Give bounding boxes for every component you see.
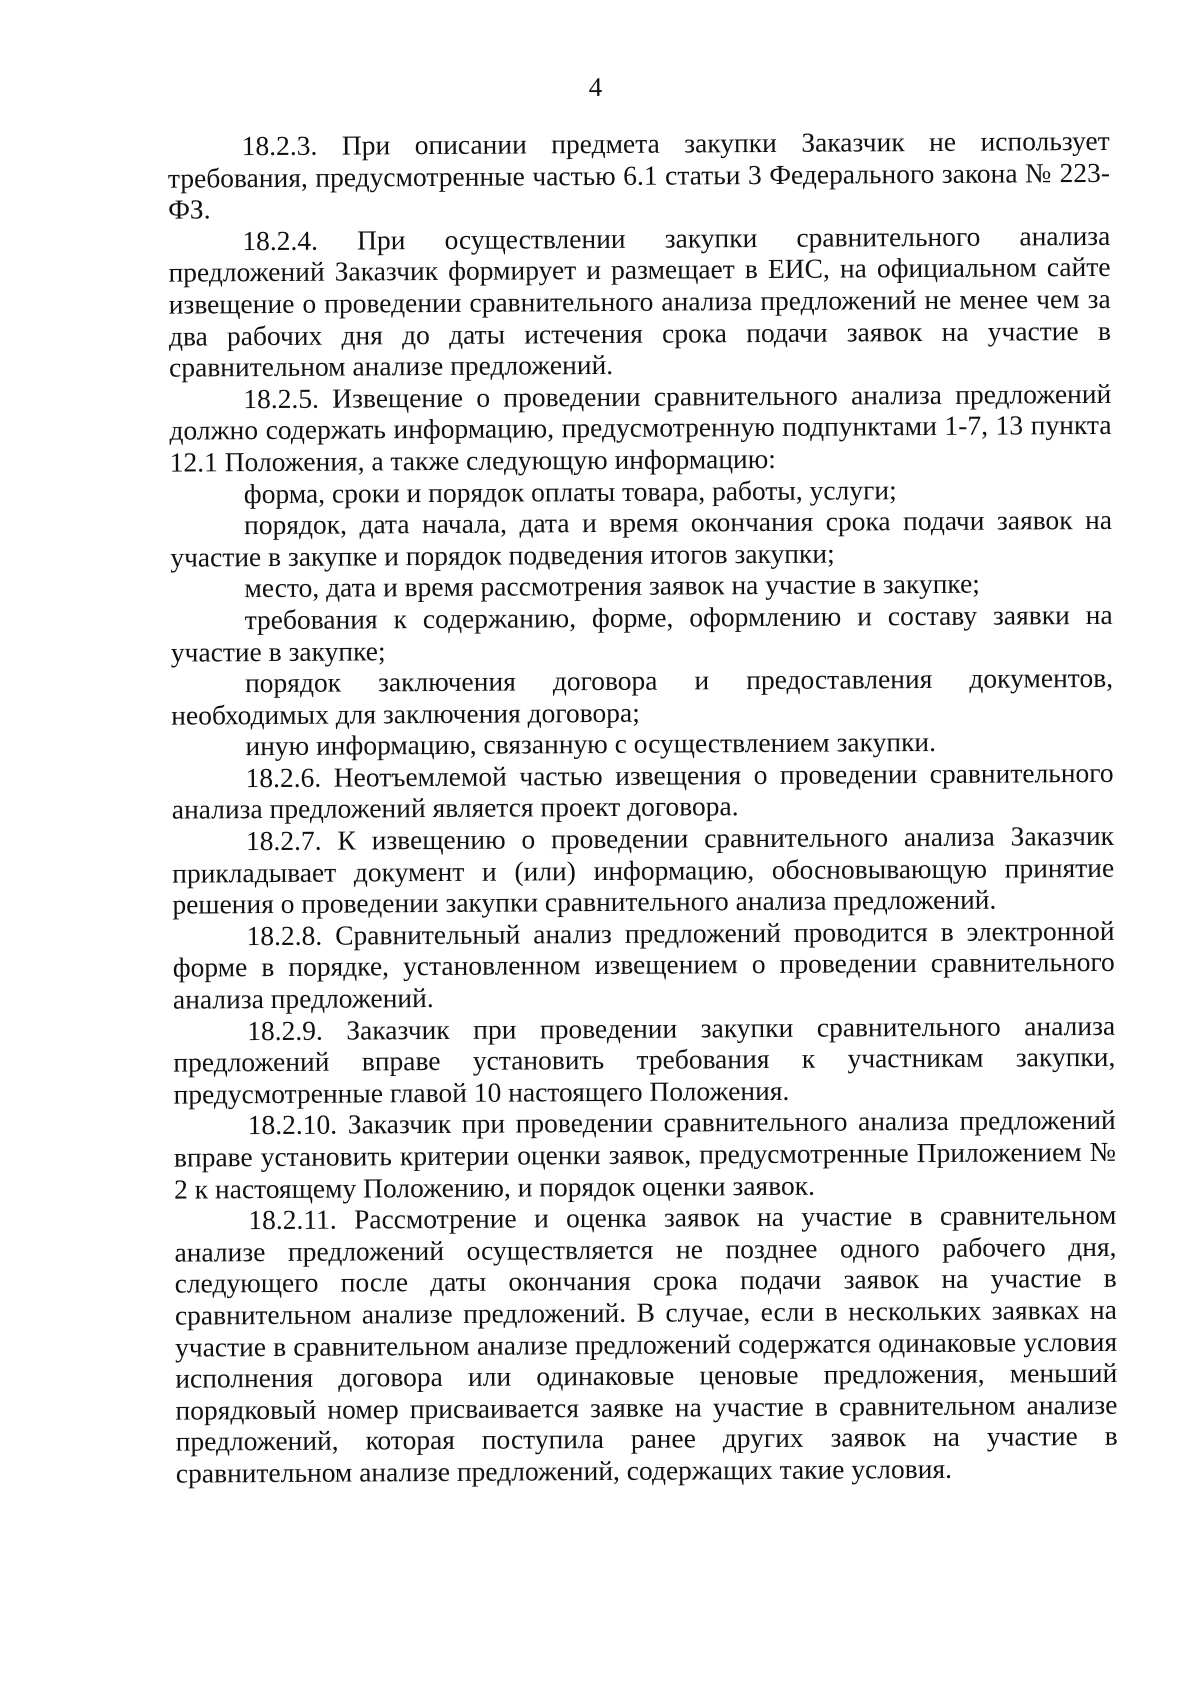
list-item-other-information: иную информацию, связанную с осуществлением закупки.	[245, 726, 937, 762]
paragraph-18-2-4: 18.2.4. При осуществлении закупки сравнительного анализа предложений Заказчик формирует и размещает в ЕИС, на официальном сайте извещение о проведении сравнительного анализа предложений не менее чем за два рабочих дня до даты истечения срока подачи заявок на участие в сравнительном анализе предложений.	[168, 219, 1111, 383]
list-item-contract-procedure: порядок заключения договора и предоставления документов, необходимых для заключения договора;	[171, 661, 1114, 731]
list-item-application-procedure: порядок, дата начала, дата и время окончания срока подачи заявок на участие в закупке и порядок подведения итогов закупки;	[170, 503, 1113, 573]
list-item-review-place-date: место, дата и время рассмотрения заявок на участие в закупке;	[244, 567, 980, 604]
paragraph-18-2-8: 18.2.8. Сравнительный анализ предложений проводится в электронной форме в порядке, установленном извещением о проведении сравнительного анализа предложений.	[172, 914, 1115, 1015]
paragraph-18-2-7: 18.2.7. К извещению о проведении сравнительного анализа Заказчик прикладывает документ и (или) информацию, обосновывающую принятие решения о проведении закупки сравнительного анализа предложений.	[172, 819, 1115, 920]
paragraph-18-2-10: 18.2.10. Заказчик при проведении сравнительного анализа предложений вправе установить критерии оценки заявок, предусмотренные Приложением № 2 к настоящему Положению, и порядок оценки заявок.	[173, 1104, 1117, 1205]
paragraph-18-2-5: 18.2.5. Извещение о проведении сравнительного анализа предложений должно содержать информацию, предусмотренную подпунктами 1-7, 13 пункта 12.1 Положения, а также следующую информацию:	[169, 377, 1112, 478]
paragraph-18-2-9: 18.2.9. Заказчик при проведении закупки сравнительного анализа предложений вправе установить требования к участникам закупки, предусмотренные главой 10 настоящего Положения.	[173, 1009, 1116, 1110]
paragraph-18-2-6: 18.2.6. Неотъемлемой частью извещения о проведении сравнительного анализа предложений является проект договора.	[171, 756, 1114, 826]
list-item-application-requirements: требования к содержанию, форме, оформлению и составу заявки на участие в закупке;	[170, 598, 1113, 668]
list-item-payment: форма, сроки и порядок оплаты товара, работы, услуги;	[243, 473, 897, 509]
document-body	[168, 125, 1118, 1489]
paragraph-18-2-11: 18.2.11. Рассмотрение и оценка заявок на участие в сравнительном анализе предложений осуществляется не позднее одного рабочего дня, следующего после даты окончания срока подачи заявок на участие в сравнительном анализе предложений. В случае, если в нескольких заявках на участие в сравнительном анализе предложений содержатся одинаковые условия исполнения договора или одинаковые ценовые предложения, меньший порядковый номер присваивается заявке на участие в сравнительном анализе предложений, которая поступила ранее других заявок на участие в сравнительном анализе предложений, содержащих такие условия.	[174, 1199, 1118, 1489]
page-number: 4	[588, 71, 603, 103]
paragraph-18-2-3: 18.2.3. При описании предмета закупки Заказчик не использует требования, предусмотренные частью 6.1 статьи 3 Федерального закона № 223-ФЗ.	[167, 124, 1111, 225]
